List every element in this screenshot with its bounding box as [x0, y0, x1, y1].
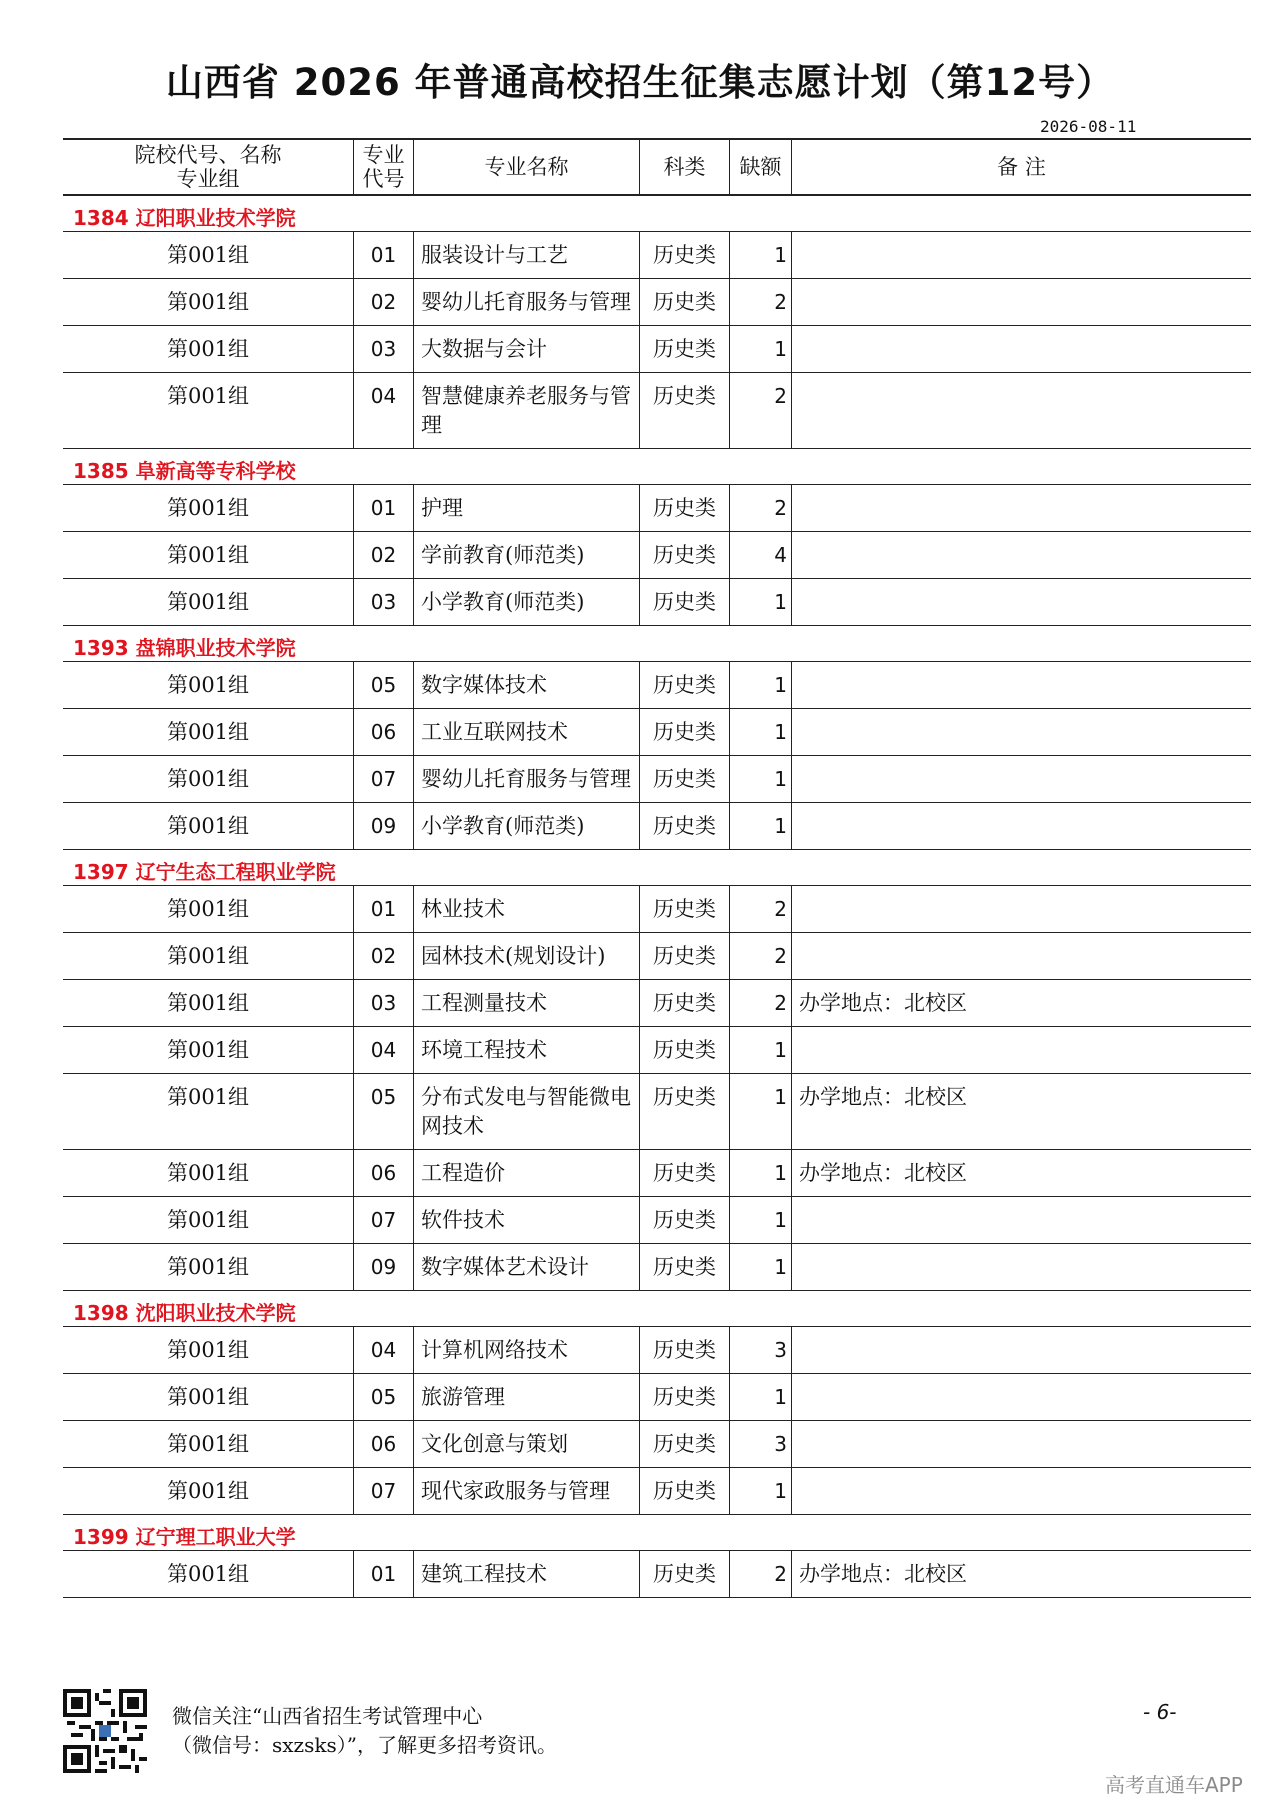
cell-vacancy: 2	[729, 373, 791, 448]
footer-wechat-line1: 微信关注“山西省招生考试管理中心	[172, 1704, 483, 1728]
cell-code: 01	[353, 485, 413, 531]
cell-note: 办学地点：北校区	[791, 980, 1251, 1026]
cell-code: 03	[353, 326, 413, 372]
cell-major: 现代家政服务与管理	[413, 1468, 639, 1514]
table-row	[63, 980, 1251, 1027]
cell-major: 婴幼儿托育服务与管理	[413, 756, 639, 802]
table-row	[63, 279, 1251, 326]
cell-code: 09	[353, 803, 413, 849]
school-name: 1397 辽宁生态工程职业学院	[73, 860, 336, 884]
table-row	[63, 232, 1251, 279]
cell-group: 第001组	[166, 243, 250, 267]
cell-major: 园林技术(规划设计)	[413, 933, 639, 979]
cell-major: 小学教育(师范类)	[413, 579, 639, 625]
cell-vacancy: 1	[729, 1074, 791, 1149]
table-row	[63, 933, 1251, 980]
cell-type: 历史类	[639, 933, 729, 979]
cell-code: 04	[353, 1027, 413, 1073]
cell-major: 旅游管理	[413, 1374, 639, 1420]
header-vacancy: 缺额	[729, 140, 791, 194]
cell-vacancy: 2	[729, 279, 791, 325]
table-row	[63, 803, 1251, 850]
cell-vacancy: 1	[729, 1197, 791, 1243]
school-name: 1399 辽宁理工职业大学	[73, 1525, 296, 1549]
table-row	[63, 1374, 1251, 1421]
cell-major: 林业技术	[413, 886, 639, 932]
cell-type: 历史类	[639, 1551, 729, 1597]
cell-note	[791, 579, 1251, 625]
cell-group: 第001组	[166, 1562, 250, 1586]
cell-group: 第001组	[166, 1161, 250, 1185]
cell-note	[791, 1027, 1251, 1073]
cell-major: 环境工程技术	[413, 1027, 639, 1073]
cell-vacancy: 1	[729, 1468, 791, 1514]
table-row	[63, 1197, 1251, 1244]
cell-code: 06	[353, 709, 413, 755]
cell-note	[791, 1421, 1251, 1467]
cell-note	[791, 232, 1251, 278]
table-row	[63, 709, 1251, 756]
cell-major: 智慧健康养老服务与管理	[413, 373, 639, 448]
table-row	[63, 662, 1251, 709]
cell-vacancy: 1	[729, 1374, 791, 1420]
cell-type: 历史类	[639, 662, 729, 708]
page-title: 山西省 2026 年普通高校招生征集志愿计划（第12号）	[165, 61, 1115, 104]
cell-major: 分布式发电与智能微电网技术	[413, 1074, 639, 1149]
cell-vacancy: 4	[729, 532, 791, 578]
cell-major: 数字媒体艺术设计	[413, 1244, 639, 1290]
cell-code: 05	[353, 662, 413, 708]
cell-vacancy: 2	[729, 980, 791, 1026]
cell-group: 第001组	[166, 673, 250, 697]
table-row	[63, 326, 1251, 373]
publish-date: 2026-08-11	[1040, 117, 1137, 136]
cell-note: 办学地点：北校区	[791, 1551, 1251, 1597]
cell-code: 07	[353, 756, 413, 802]
cell-code: 04	[353, 1327, 413, 1373]
cell-type: 历史类	[639, 1244, 729, 1290]
cell-vacancy: 1	[729, 1150, 791, 1196]
cell-type: 历史类	[639, 579, 729, 625]
cell-type: 历史类	[639, 232, 729, 278]
cell-major: 文化创意与策划	[413, 1421, 639, 1467]
cell-note	[791, 709, 1251, 755]
cell-type: 历史类	[639, 485, 729, 531]
cell-group: 第001组	[166, 290, 250, 314]
cell-code: 02	[353, 933, 413, 979]
cell-group: 第001组	[166, 1432, 250, 1456]
cell-major: 大数据与会计	[413, 326, 639, 372]
cell-type: 历史类	[639, 1421, 729, 1467]
cell-group: 第001组	[166, 1385, 250, 1409]
cell-group: 第001组	[166, 1338, 250, 1362]
cell-vacancy: 1	[729, 756, 791, 802]
cell-note	[791, 886, 1251, 932]
school-row	[63, 196, 1251, 232]
cell-type: 历史类	[639, 1150, 729, 1196]
cell-note: 办学地点：北校区	[791, 1074, 1251, 1149]
school-row	[63, 449, 1251, 485]
footer-wechat-line2: （微信号：sxzsks）”，了解更多招考资讯。	[172, 1733, 557, 1757]
cell-code: 05	[353, 1374, 413, 1420]
table-row	[63, 1551, 1251, 1598]
cell-vacancy: 3	[729, 1327, 791, 1373]
cell-code: 06	[353, 1150, 413, 1196]
header-major: 专业名称	[413, 140, 639, 194]
cell-code: 01	[353, 232, 413, 278]
header-group: 院校代号、名称 专业组	[134, 143, 282, 191]
school-name: 1393 盘锦职业技术学院	[73, 636, 296, 660]
cell-code: 07	[353, 1197, 413, 1243]
table-row	[63, 886, 1251, 933]
cell-code: 05	[353, 1074, 413, 1149]
header-type: 科类	[639, 140, 729, 194]
cell-major: 软件技术	[413, 1197, 639, 1243]
cell-type: 历史类	[639, 326, 729, 372]
cell-group: 第001组	[166, 944, 250, 968]
cell-major: 服装设计与工艺	[413, 232, 639, 278]
cell-group: 第001组	[166, 543, 250, 567]
cell-vacancy: 1	[729, 709, 791, 755]
cell-type: 历史类	[639, 1197, 729, 1243]
cell-vacancy: 1	[729, 662, 791, 708]
table-row	[63, 373, 1251, 449]
cell-vacancy: 1	[729, 803, 791, 849]
plan-table	[63, 138, 1251, 1598]
table-row	[63, 1027, 1251, 1074]
cell-note	[791, 279, 1251, 325]
header-note: 备 注	[791, 140, 1251, 194]
cell-major: 数字媒体技术	[413, 662, 639, 708]
cell-note	[791, 803, 1251, 849]
cell-major: 护理	[413, 485, 639, 531]
cell-note	[791, 326, 1251, 372]
qr-code-icon	[63, 1689, 147, 1773]
cell-vacancy: 2	[729, 485, 791, 531]
cell-note	[791, 1197, 1251, 1243]
cell-group: 第001组	[166, 496, 250, 520]
cell-type: 历史类	[639, 756, 729, 802]
cell-major: 计算机网络技术	[413, 1327, 639, 1373]
cell-group: 第001组	[166, 814, 250, 838]
table-row	[63, 1244, 1251, 1291]
cell-vacancy: 1	[729, 1244, 791, 1290]
cell-major: 工业互联网技术	[413, 709, 639, 755]
school-name: 1384 辽阳职业技术学院	[73, 206, 296, 230]
school-row	[63, 626, 1251, 662]
cell-group: 第001组	[166, 384, 250, 408]
cell-type: 历史类	[639, 1074, 729, 1149]
cell-group: 第001组	[166, 1208, 250, 1232]
school-name: 1385 阜新高等专科学校	[73, 459, 296, 483]
cell-code: 04	[353, 373, 413, 448]
cell-type: 历史类	[639, 532, 729, 578]
table-row	[63, 485, 1251, 532]
school-name: 1398 沈阳职业技术学院	[73, 1301, 296, 1325]
cell-type: 历史类	[639, 709, 729, 755]
cell-type: 历史类	[639, 279, 729, 325]
cell-note: 办学地点：北校区	[791, 1150, 1251, 1196]
cell-vacancy: 2	[729, 1551, 791, 1597]
cell-major: 婴幼儿托育服务与管理	[413, 279, 639, 325]
cell-group: 第001组	[166, 767, 250, 791]
table-row	[63, 579, 1251, 626]
cell-group: 第001组	[166, 590, 250, 614]
cell-note	[791, 756, 1251, 802]
cell-note	[791, 1374, 1251, 1420]
cell-group: 第001组	[166, 1479, 250, 1503]
cell-vacancy: 1	[729, 579, 791, 625]
cell-note	[791, 485, 1251, 531]
cell-note	[791, 1327, 1251, 1373]
cell-note	[791, 1468, 1251, 1514]
cell-vacancy: 3	[729, 1421, 791, 1467]
cell-vacancy: 2	[729, 886, 791, 932]
cell-vacancy: 2	[729, 933, 791, 979]
cell-vacancy: 1	[729, 326, 791, 372]
cell-type: 历史类	[639, 1327, 729, 1373]
cell-code: 09	[353, 1244, 413, 1290]
cell-major: 工程测量技术	[413, 980, 639, 1026]
table-row	[63, 532, 1251, 579]
table-header	[63, 138, 1251, 196]
watermark: 高考直通车APP	[1105, 1773, 1243, 1797]
cell-type: 历史类	[639, 1027, 729, 1073]
cell-type: 历史类	[639, 803, 729, 849]
table-row	[63, 756, 1251, 803]
cell-code: 02	[353, 279, 413, 325]
cell-code: 02	[353, 532, 413, 578]
school-row	[63, 1515, 1251, 1551]
cell-type: 历史类	[639, 1468, 729, 1514]
cell-code: 06	[353, 1421, 413, 1467]
cell-type: 历史类	[639, 980, 729, 1026]
cell-note	[791, 373, 1251, 448]
cell-vacancy: 1	[729, 1027, 791, 1073]
cell-group: 第001组	[166, 1255, 250, 1279]
cell-group: 第001组	[166, 991, 250, 1015]
cell-code: 07	[353, 1468, 413, 1514]
cell-group: 第001组	[166, 897, 250, 921]
cell-type: 历史类	[639, 373, 729, 448]
cell-major: 学前教育(师范类)	[413, 532, 639, 578]
cell-major: 建筑工程技术	[413, 1551, 639, 1597]
table-row	[63, 1074, 1251, 1150]
cell-code: 01	[353, 1551, 413, 1597]
header-code: 专业 代号	[353, 140, 413, 194]
table-row	[63, 1421, 1251, 1468]
school-row	[63, 1291, 1251, 1327]
table-row	[63, 1468, 1251, 1515]
cell-note	[791, 1244, 1251, 1290]
cell-type: 历史类	[639, 886, 729, 932]
page-number: - 6-	[1143, 1700, 1177, 1724]
cell-type: 历史类	[639, 1374, 729, 1420]
table-row	[63, 1327, 1251, 1374]
cell-group: 第001组	[166, 1085, 250, 1109]
cell-code: 03	[353, 579, 413, 625]
cell-vacancy: 1	[729, 232, 791, 278]
cell-group: 第001组	[166, 1038, 250, 1062]
school-row	[63, 850, 1251, 886]
cell-major: 小学教育(师范类)	[413, 803, 639, 849]
cell-group: 第001组	[166, 337, 250, 361]
cell-note	[791, 532, 1251, 578]
cell-group: 第001组	[166, 720, 250, 744]
cell-note	[791, 662, 1251, 708]
cell-note	[791, 933, 1251, 979]
table-row	[63, 1150, 1251, 1197]
cell-major: 工程造价	[413, 1150, 639, 1196]
cell-code: 03	[353, 980, 413, 1026]
cell-code: 01	[353, 886, 413, 932]
